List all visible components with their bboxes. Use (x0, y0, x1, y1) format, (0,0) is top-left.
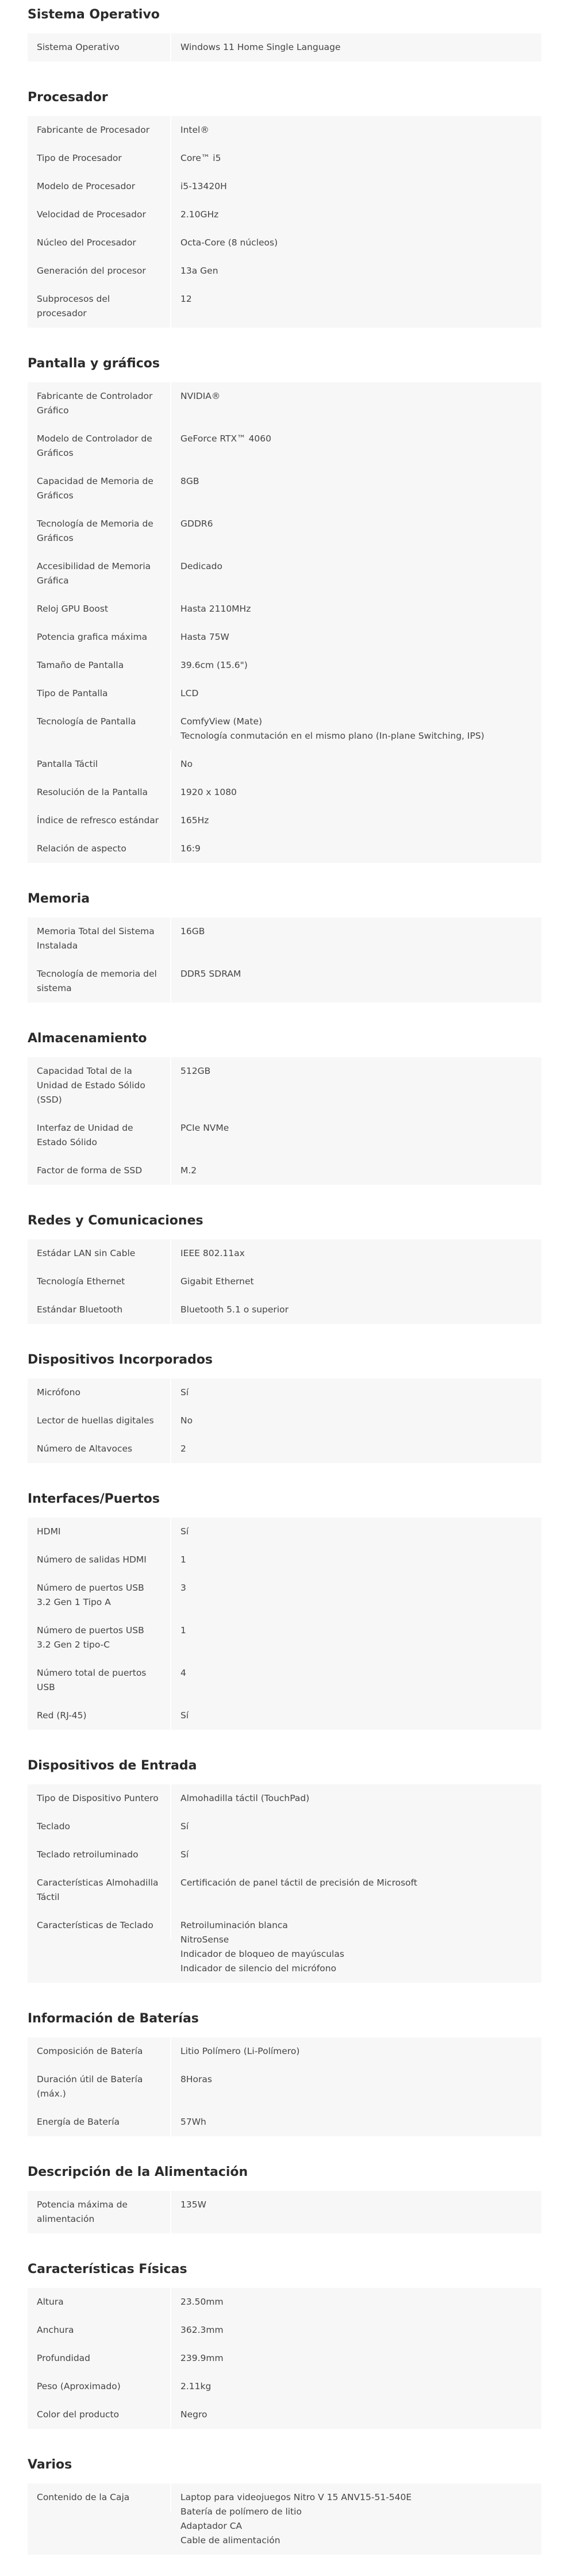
spec-row (28, 778, 541, 807)
spec-value (171, 960, 541, 988)
spec-row (28, 750, 541, 778)
spec-row (28, 116, 541, 144)
spec-value (171, 2344, 541, 2372)
spec-value-line: 1920 x 1080 (180, 787, 237, 797)
spec-row (28, 1407, 541, 1435)
spec-row (28, 1114, 541, 1157)
spec-row (28, 144, 541, 172)
spec-value (171, 1574, 541, 1602)
spec-value (171, 2372, 541, 2401)
spec-value-line: 3 (180, 1583, 186, 1593)
spec-table (28, 116, 541, 328)
spec-table (28, 33, 541, 62)
spec-table (28, 2037, 541, 2136)
spec-section-informacion-de-baterias (28, 2004, 541, 2136)
spec-value-line: NVIDIA® (180, 391, 221, 401)
spec-value (171, 1841, 541, 1869)
spec-label: Profundidad (28, 2344, 171, 2372)
spec-table (28, 2483, 541, 2555)
spec-value (171, 257, 541, 285)
section-title: Dispositivos de Entrada (28, 1759, 197, 1773)
spec-value-line: Indicador de silencio del micrófono (180, 1963, 337, 1974)
spec-value (171, 651, 541, 679)
spec-label: Factor de forma de SSD (28, 1157, 171, 1185)
spec-value-line: LCD (180, 688, 199, 698)
spec-label: Contenido de la Caja (28, 2483, 171, 2512)
spec-label: Modelo de Procesador (28, 172, 171, 201)
spec-row (28, 1784, 541, 1813)
section-title: Memoria (28, 892, 90, 906)
spec-value-line: 362.3mm (180, 2325, 224, 2335)
spec-value-line: GDDR6 (180, 519, 213, 529)
spec-value-line: Sí (180, 1710, 189, 1721)
section-title: Dispositivos Incorporados (28, 1353, 213, 1367)
spec-label: Potencia máxima de alimentación (28, 2191, 171, 2233)
spec-value-line: Negro (180, 2409, 207, 2420)
spec-label: Tipo de Procesador (28, 144, 171, 172)
spec-value (171, 1379, 541, 1407)
spec-row (28, 1574, 541, 1617)
spec-label: HDMI (28, 1518, 171, 1546)
spec-row (28, 1659, 541, 1702)
spec-value-line: Windows 11 Home Single Language (180, 42, 341, 52)
spec-value-line: 8GB (180, 476, 199, 486)
spec-value (171, 1239, 541, 1268)
section-title: Interfaces/Puertos (28, 1492, 160, 1506)
section-title: Almacenamiento (28, 1031, 147, 1046)
spec-table (28, 1239, 541, 1324)
spec-row (28, 623, 541, 651)
spec-label: Energía de Batería (28, 2108, 171, 2136)
spec-table (28, 1784, 541, 1983)
section-title: Varios (28, 2458, 72, 2472)
spec-value (171, 467, 541, 496)
spec-row (28, 510, 541, 552)
spec-row (28, 2288, 541, 2316)
spec-value (171, 778, 541, 807)
spec-row (28, 2066, 541, 2108)
spec-value-line: Hasta 75W (180, 632, 229, 642)
spec-value-line: Adaptador CA (180, 2521, 243, 2531)
spec-value-line: 4 (180, 1668, 186, 1678)
spec-row (28, 257, 541, 285)
spec-section-dispositivos-de-entrada (28, 1751, 541, 1983)
section-title: Descripción de la Alimentación (28, 2165, 248, 2179)
spec-value (171, 2288, 541, 2316)
spec-value-line: 1 (180, 1625, 186, 1636)
spec-table (28, 2191, 541, 2233)
spec-row (28, 2108, 541, 2136)
spec-section-varios (28, 2450, 541, 2555)
spec-row (28, 2372, 541, 2401)
spec-value-line: 16:9 (180, 843, 201, 854)
spec-value-line: Core™ i5 (180, 153, 221, 163)
spec-row (28, 382, 541, 425)
spec-label: Modelo de Controlador de Gráficos (28, 425, 171, 467)
spec-value (171, 1911, 541, 1983)
spec-value (171, 1869, 541, 1897)
spec-table (28, 2288, 541, 2429)
spec-label: Subprocesos del procesador (28, 285, 171, 328)
spec-table (28, 1518, 541, 1730)
spec-row (28, 2344, 541, 2372)
spec-value-line: 239.9mm (180, 2353, 224, 2363)
section-title: Procesador (28, 90, 108, 105)
spec-value-line: Sí (180, 1526, 189, 1537)
spec-row (28, 651, 541, 679)
spec-label: Composición de Batería (28, 2037, 171, 2066)
spec-label: Sistema Operativo (28, 33, 171, 62)
spec-value-line: 135W (180, 2199, 206, 2210)
spec-value-line: 1 (180, 1554, 186, 1565)
spec-row (28, 201, 541, 229)
spec-label: Estádar LAN sin Cable (28, 1239, 171, 1268)
spec-value (171, 2108, 541, 2136)
spec-value (171, 425, 541, 453)
spec-value-line: Sí (180, 1387, 189, 1398)
spec-section-procesador (28, 83, 541, 328)
spec-label: Tecnología de Pantalla (28, 708, 171, 736)
spec-value (171, 1518, 541, 1546)
spec-value-line: Batería de polímero de litio (180, 2506, 302, 2517)
spec-label: Tecnología Ethernet (28, 1268, 171, 1296)
spec-row (28, 1435, 541, 1463)
spec-value-line: GeForce RTX™ 4060 (180, 433, 272, 444)
spec-value-line: Intel® (180, 125, 209, 135)
spec-value-line: Bluetooth 5.1 o superior (180, 1304, 289, 1315)
spec-label: Teclado (28, 1813, 171, 1841)
spec-value-line: Tecnología conmutación en el mismo plano (In-plane Switching, IPS) (180, 731, 485, 741)
spec-row (28, 1518, 541, 1546)
spec-value (171, 33, 541, 62)
spec-table (28, 382, 541, 863)
spec-value (171, 917, 541, 946)
section-title: Información de Baterías (28, 2011, 199, 2026)
spec-row (28, 1911, 541, 1983)
spec-label: Número de salidas HDMI (28, 1546, 171, 1574)
spec-value-line: No (180, 759, 193, 769)
spec-label: Peso (Aproximado) (28, 2372, 171, 2401)
spec-value-line: 16GB (180, 926, 205, 936)
spec-value (171, 382, 541, 410)
spec-label: Estándar Bluetooth (28, 1296, 171, 1324)
spec-row (28, 2037, 541, 2066)
spec-row (28, 552, 541, 595)
spec-row (28, 33, 541, 62)
spec-label: Características Almohadilla Táctil (28, 1869, 171, 1911)
spec-row (28, 1869, 541, 1911)
spec-section-redes-y-comunicaciones (28, 1206, 541, 1324)
spec-value-line: DDR5 SDRAM (180, 969, 241, 979)
spec-value-line: Hasta 2110MHz (180, 604, 251, 614)
spec-row (28, 1379, 541, 1407)
spec-row (28, 467, 541, 510)
spec-label: Red (RJ-45) (28, 1702, 171, 1730)
spec-value-line: Gigabit Ethernet (180, 1276, 254, 1287)
spec-row (28, 679, 541, 708)
spec-label: Capacidad Total de la Unidad de Estado Sólido (SSD) (28, 1057, 171, 1114)
spec-value (171, 1546, 541, 1574)
spec-value (171, 1813, 541, 1841)
spec-value-line: PCIe NVMe (180, 1123, 229, 1133)
spec-label: Fabricante de Procesador (28, 116, 171, 144)
spec-value (171, 623, 541, 651)
spec-value-line: Laptop para videojuegos Nitro V 15 ANV15-51-540E (180, 2492, 412, 2502)
spec-value-line: 2 (180, 1444, 186, 1454)
spec-value (171, 2401, 541, 2429)
spec-label: Tipo de Pantalla (28, 679, 171, 708)
spec-label: Velocidad de Procesador (28, 201, 171, 229)
spec-row (28, 2191, 541, 2233)
spec-label: Tipo de Dispositivo Puntero (28, 1784, 171, 1813)
spec-row (28, 2401, 541, 2429)
spec-value-line: Retroiluminación blanca (180, 1920, 288, 1930)
spec-value-line: 2.10GHz (180, 209, 219, 220)
spec-value-line: Sí (180, 1821, 189, 1832)
spec-value-line: NitroSense (180, 1934, 229, 1945)
spec-section-sistema-operativo (28, 0, 541, 62)
spec-value (171, 229, 541, 257)
spec-value (171, 1296, 541, 1324)
spec-label: Número de puertos USB 3.2 Gen 1 Tipo A (28, 1574, 171, 1617)
spec-label: Reloj GPU Boost (28, 595, 171, 623)
spec-row (28, 595, 541, 623)
spec-value (171, 552, 541, 581)
spec-label: Potencia grafica máxima (28, 623, 171, 651)
spec-value (171, 1702, 541, 1730)
spec-label: Núcleo del Procesador (28, 229, 171, 257)
spec-label: Tamaño de Pantalla (28, 651, 171, 679)
spec-label: Anchura (28, 2316, 171, 2344)
spec-value-line: IEEE 802.11ax (180, 1248, 245, 1258)
spec-label: Lector de huellas digitales (28, 1407, 171, 1435)
spec-value (171, 1114, 541, 1142)
spec-label: Número de puertos USB 3.2 Gen 2 tipo-C (28, 1617, 171, 1659)
spec-value-line: i5-13420H (180, 181, 227, 191)
spec-value-line: ComfyView (Mate) (180, 716, 263, 727)
spec-label: Número total de puertos USB (28, 1659, 171, 1702)
spec-row (28, 172, 541, 201)
spec-row (28, 229, 541, 257)
spec-label: Color del producto (28, 2401, 171, 2429)
spec-value (171, 116, 541, 144)
spec-value (171, 1659, 541, 1687)
spec-row (28, 425, 541, 467)
spec-section-descripcion-de-la-alimentacion (28, 2157, 541, 2233)
spec-value-line: 512GB (180, 1066, 211, 1076)
spec-row (28, 1239, 541, 1268)
spec-row (28, 1546, 541, 1574)
spec-section-almacenamiento (28, 1024, 541, 1185)
spec-value (171, 172, 541, 201)
spec-label: Altura (28, 2288, 171, 2316)
spec-section-memoria (28, 884, 541, 1003)
spec-label: Características de Teclado (28, 1911, 171, 1940)
spec-row (28, 960, 541, 1003)
spec-label: Tecnología de memoria del sistema (28, 960, 171, 1003)
spec-label: Índice de refresco estándar (28, 807, 171, 835)
spec-section-caracteristicas-fisicas (28, 2255, 541, 2429)
spec-value (171, 708, 541, 750)
spec-value-line: Cable de alimentación (180, 2535, 280, 2546)
spec-value-line: 57Wh (180, 2117, 206, 2127)
spec-label: Pantalla Táctil (28, 750, 171, 778)
spec-row (28, 1157, 541, 1185)
spec-value-line: Certificación de panel táctil de precisión de Microsoft (180, 1878, 417, 1888)
spec-row (28, 2316, 541, 2344)
spec-value-line: No (180, 1415, 193, 1426)
spec-value (171, 2483, 541, 2555)
spec-value (171, 835, 541, 863)
spec-value (171, 807, 541, 835)
section-title: Características Físicas (28, 2262, 187, 2276)
spec-value-line: Litio Polímero (Li-Polímero) (180, 2046, 300, 2056)
spec-label: Teclado retroiluminado (28, 1841, 171, 1869)
spec-label: Relación de aspecto (28, 835, 171, 863)
spec-value (171, 510, 541, 538)
spec-value (171, 201, 541, 229)
spec-value-line: M.2 (180, 1165, 197, 1176)
spec-value (171, 1784, 541, 1813)
spec-value (171, 1407, 541, 1435)
spec-value (171, 1617, 541, 1645)
spec-row (28, 1057, 541, 1114)
spec-row (28, 835, 541, 863)
spec-row (28, 1841, 541, 1869)
spec-row (28, 708, 541, 750)
spec-value-line: 165Hz (180, 815, 209, 826)
spec-value (171, 1057, 541, 1085)
spec-section-interfaces-puertos (28, 1484, 541, 1730)
spec-label: Accesibilidad de Memoria Gráfica (28, 552, 171, 595)
spec-row (28, 1702, 541, 1730)
spec-value-line: 23.50mm (180, 2297, 224, 2307)
spec-row (28, 1813, 541, 1841)
spec-label: Capacidad de Memoria de Gráficos (28, 467, 171, 510)
spec-value (171, 285, 541, 313)
section-title: Sistema Operativo (28, 7, 160, 22)
spec-label: Tecnología de Memoria de Gráficos (28, 510, 171, 552)
spec-table (28, 917, 541, 1003)
section-title: Pantalla y gráficos (28, 356, 160, 371)
spec-label: Fabricante de Controlador Gráfico (28, 382, 171, 425)
spec-value-line: Indicador de bloqueo de mayúsculas (180, 1949, 344, 1959)
spec-value (171, 679, 541, 708)
spec-value-line: Octa-Core (8 núcleos) (180, 237, 278, 248)
spec-row (28, 917, 541, 960)
spec-value-line: Sí (180, 1849, 189, 1860)
spec-row (28, 1268, 541, 1296)
spec-value-line: 12 (180, 294, 192, 304)
spec-value (171, 2191, 541, 2219)
spec-value (171, 595, 541, 623)
spec-row (28, 2483, 541, 2555)
spec-label: Interfaz de Unidad de Estado Sólido (28, 1114, 171, 1157)
spec-label: Duración útil de Batería (máx.) (28, 2066, 171, 2108)
spec-row (28, 807, 541, 835)
spec-value (171, 2037, 541, 2066)
spec-row (28, 1617, 541, 1659)
spec-value (171, 144, 541, 172)
spec-value (171, 2316, 541, 2344)
spec-table (28, 1057, 541, 1185)
spec-label: Memoria Total del Sistema Instalada (28, 917, 171, 960)
spec-label: Generación del procesor (28, 257, 171, 285)
spec-row (28, 1296, 541, 1324)
spec-label: Número de Altavoces (28, 1435, 171, 1463)
spec-value-line: Dedicado (180, 561, 222, 571)
spec-value (171, 2066, 541, 2094)
spec-value-line: 13a Gen (180, 266, 218, 276)
spec-value (171, 1157, 541, 1185)
spec-value (171, 1268, 541, 1296)
spec-value-line: 2.11kg (180, 2381, 212, 2391)
spec-section-dispositivos-incorporados (28, 1345, 541, 1463)
spec-label: Micrófono (28, 1379, 171, 1407)
spec-value (171, 1435, 541, 1463)
spec-section-pantalla-y-graficos (28, 349, 541, 863)
spec-table (28, 1379, 541, 1463)
spec-value-line: Almohadilla táctil (TouchPad) (180, 1793, 310, 1803)
spec-row (28, 285, 541, 328)
spec-value-line: 39.6cm (15.6") (180, 660, 248, 670)
spec-value (171, 750, 541, 778)
spec-label: Resolución de la Pantalla (28, 778, 171, 807)
spec-value-line: 8Horas (180, 2074, 212, 2084)
section-title: Redes y Comunicaciones (28, 1214, 203, 1228)
